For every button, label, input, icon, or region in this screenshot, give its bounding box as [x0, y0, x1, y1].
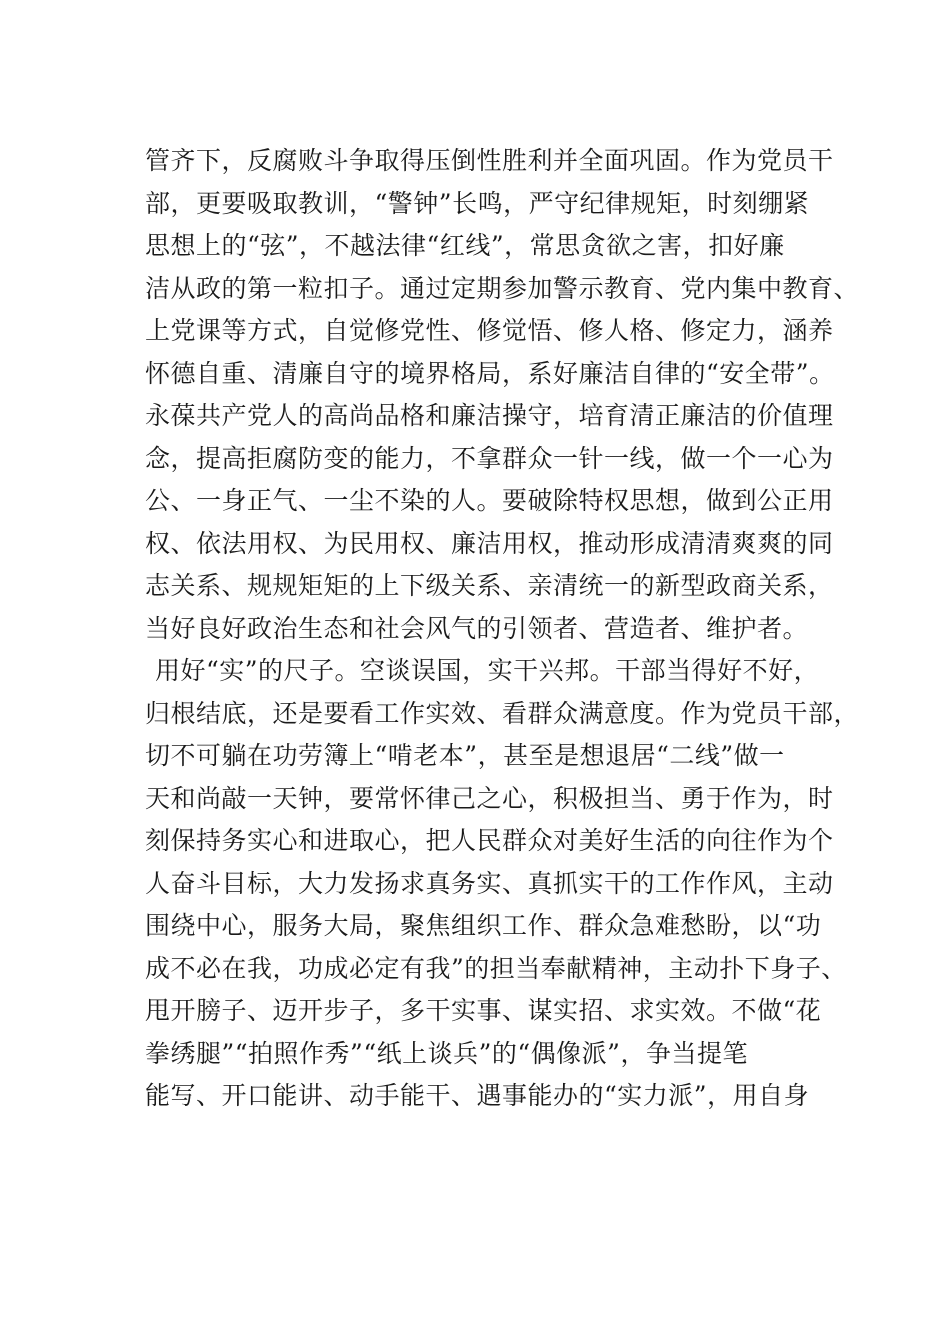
text-line: 刻保持务实心和进取心，把人民群众对美好生活的向往作为个: [145, 826, 834, 855]
text-line: 归根结底，还是要看工作实效、看群众满意度。作为党员干部，: [145, 698, 860, 728]
text-line: 甩开膀子、迈开步子，多干实事、谋实招、求实效。不做“花: [145, 996, 822, 1025]
text-line: 怀德自重、清廉自守的境界格局，系好廉洁自律的“安全带”。: [145, 358, 835, 388]
text-line: 洁从政的第一粒扣子。通过定期参加警示教育、党内集中教育、: [145, 273, 860, 303]
text-line: 用好“实”的尺子。空谈误国，实干兴邦。干部当得好不好，: [155, 656, 820, 685]
text-line: 志关系、规规矩矩的上下级关系、亲清统一的新型政商关系，: [145, 571, 834, 600]
text-line: 念，提高拒腐防变的能力，不拿群众一针一线，做一个一心为: [145, 443, 834, 473]
text-line: 管齐下，反腐败斗争取得压倒性胜利并全面巩固。作为党员干: [145, 146, 834, 175]
text-line: 部，更要吸取教训，“警钟”长鸣，严守纪律规矩，时刻绷紧: [145, 188, 810, 218]
text-line: 当好良好政治生态和社会风气的引领者、营造者、维护者。: [145, 613, 809, 643]
body-text: [145, 140, 860, 1118]
text-line: 天和尚敲一天钟，要常怀律己之心，积极担当、勇于作为，时: [145, 783, 834, 813]
text-line: 拳绣腿”“拍照作秀”“纸上谈兵”的“偶像派”，争当提笔: [145, 1038, 748, 1068]
text-line: 能写、开口能讲、动手能干、遇事能办的“实力派”，用自身: [145, 1081, 810, 1110]
text-line: 围绕中心，服务大局，聚焦组织工作、群众急难愁盼，以“功: [145, 911, 822, 940]
text-line: 上党课等方式，自觉修党性、修觉悟、修人格、修定力，涵养: [145, 316, 834, 345]
text-line: 人奋斗目标，大力发扬求真务实、真抓实干的工作作风，主动: [145, 868, 834, 898]
text-line: 思想上的“弦”，不越法律“红线”，常思贪欲之害，扣好廉: [145, 231, 785, 260]
text-line: 切不可躺在功劳簿上“啃老本”，甚至是想退居“二线”做一: [145, 741, 785, 770]
text-line: 永葆共产党人的高尚品格和廉洁操守，培育清正廉洁的价值理: [145, 401, 834, 430]
text-line: 公、一身正气、一尘不染的人。要破除特权思想，做到公正用: [145, 486, 834, 515]
text-line: 权、依法用权、为民用权、廉洁用权，推动形成清清爽爽的同: [145, 528, 834, 558]
text-line: 成不必在我，功成必定有我”的担当奉献精神，主动扑下身子、: [145, 953, 847, 983]
